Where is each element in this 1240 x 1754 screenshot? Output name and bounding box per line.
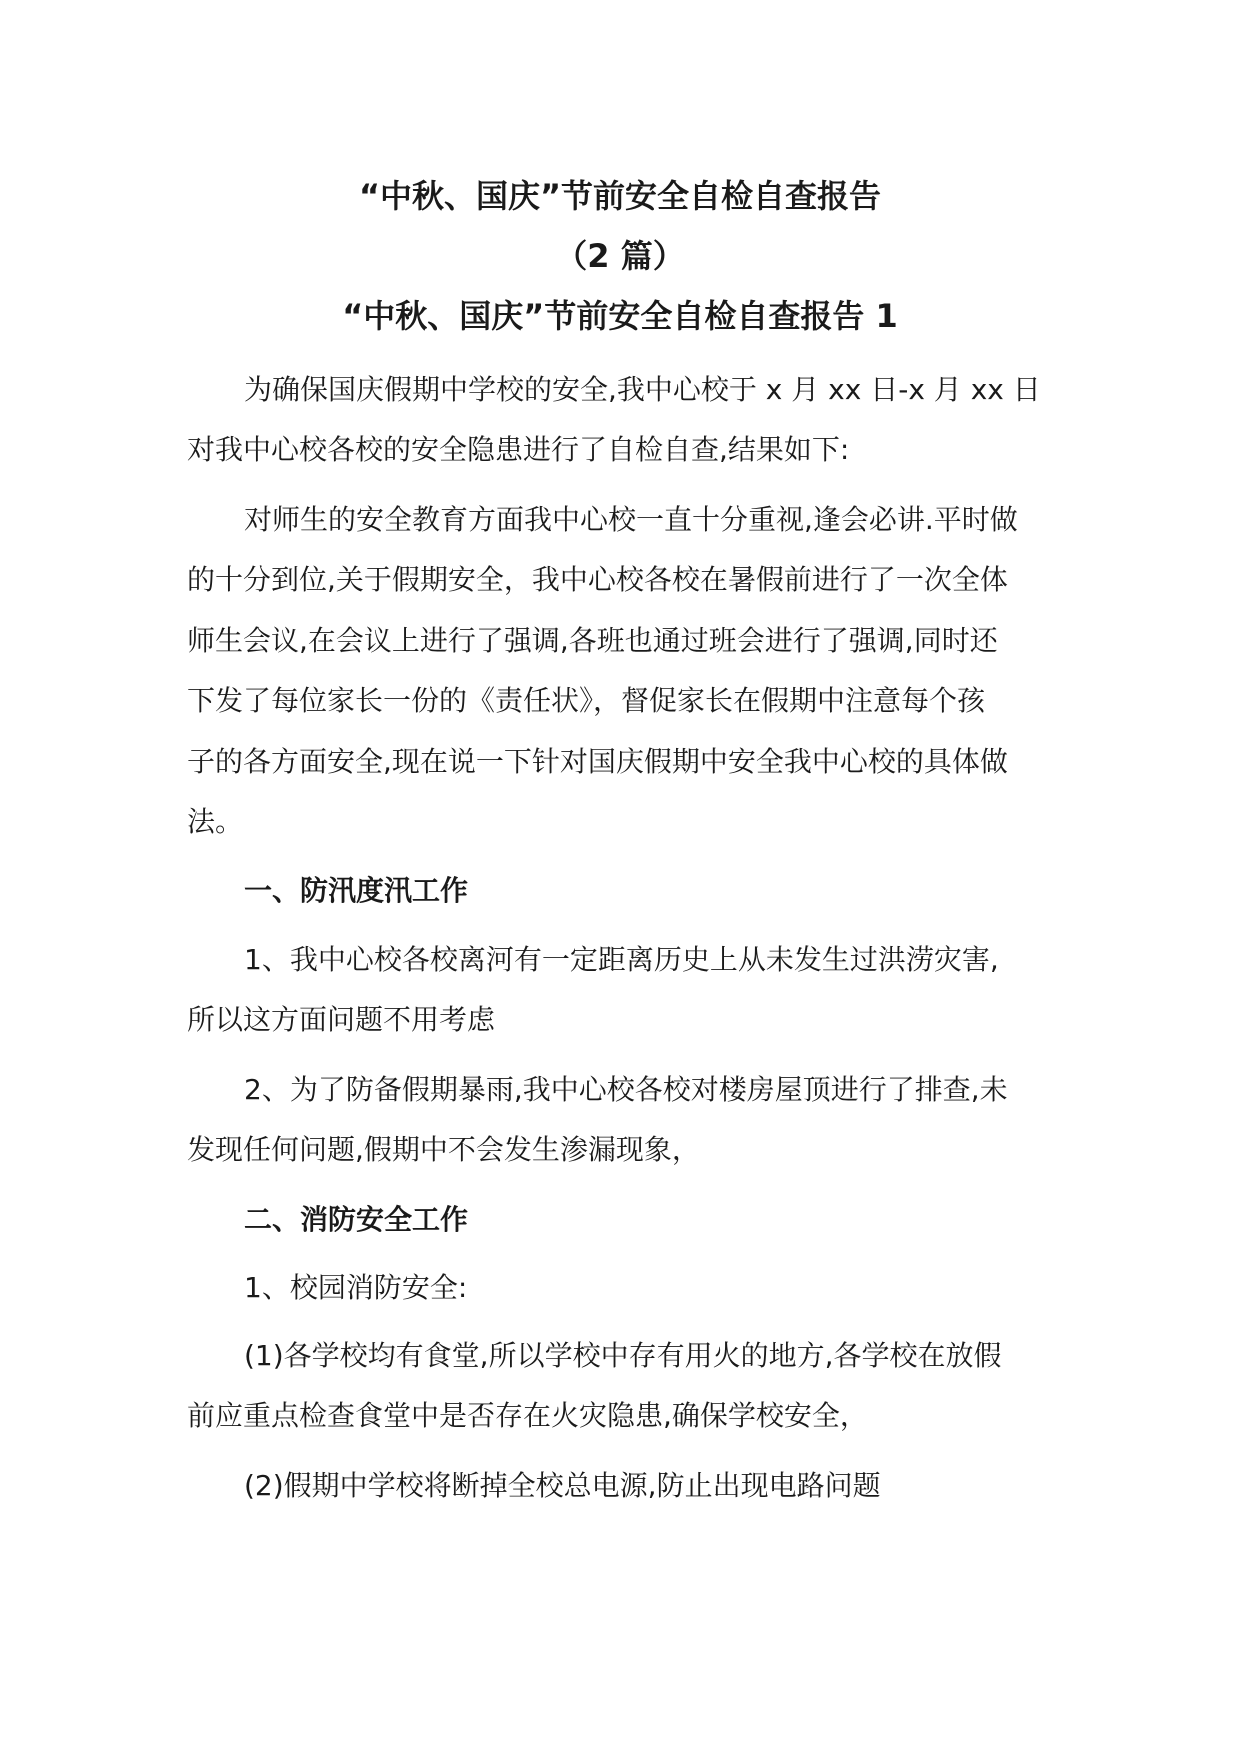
intro-line: 为确保国庆假期中学校的安全,我中心校于 x 月 xx 日-x 月 xx 日	[244, 373, 1041, 406]
paragraph-line: 的十分到位,关于假期安全，我中心校各校在暑假前进行了一次全体	[187, 563, 1008, 596]
section-heading-fire: 二、消防安全工作	[244, 1203, 469, 1236]
list-item-line: 发现任何问题,假期中不会发生渗漏现象，	[187, 1133, 700, 1166]
list-item-line: 2、为了防备假期暴雨,我中心校各校对楼房屋顶进行了排查,未	[244, 1073, 1008, 1106]
document-subtitle: “中秋、国庆”节前安全自检自查报告 1	[342, 297, 898, 335]
list-item-line: 所以这方面问题不用考虑	[187, 1003, 496, 1036]
paragraph-line: 下发了每位家长一份的《责任状》，督促家长在假期中注意每个孩	[187, 684, 986, 717]
paragraph-line: 师生会议,在会议上进行了强调,各班也通过班会进行了强调,同时还	[187, 624, 998, 657]
list-item-line: (1)各学校均有食堂,所以学校中存有用火的地方,各学校在放假	[244, 1339, 1002, 1372]
paragraph-line: 对师生的安全教育方面我中心校一直十分重视,逢会必讲.平时做	[244, 503, 1018, 536]
document-title-count: （2 篇）	[555, 237, 685, 275]
list-item-line: 1、我中心校各校离河有一定距离历史上从未发生过洪涝灾害,	[244, 943, 999, 976]
intro-line: 对我中心校各校的安全隐患进行了自检自查,结果如下:	[187, 433, 850, 466]
list-item-line: 1、校园消防安全:	[244, 1271, 468, 1304]
paragraph-line: 法。	[187, 805, 244, 838]
document-title: “中秋、国庆”节前安全自检自查报告	[358, 177, 882, 215]
list-item-line: (2)假期中学校将断掉全校总电源,防止出现电路问题	[244, 1469, 881, 1502]
paragraph-line: 子的各方面安全,现在说一下针对国庆假期中安全我中心校的具体做	[187, 745, 1008, 778]
list-item-line: 前应重点检查食堂中是否存在火灾隐患,确保学校安全，	[187, 1399, 868, 1432]
section-heading-flood: 一、防汛度汛工作	[244, 874, 469, 907]
